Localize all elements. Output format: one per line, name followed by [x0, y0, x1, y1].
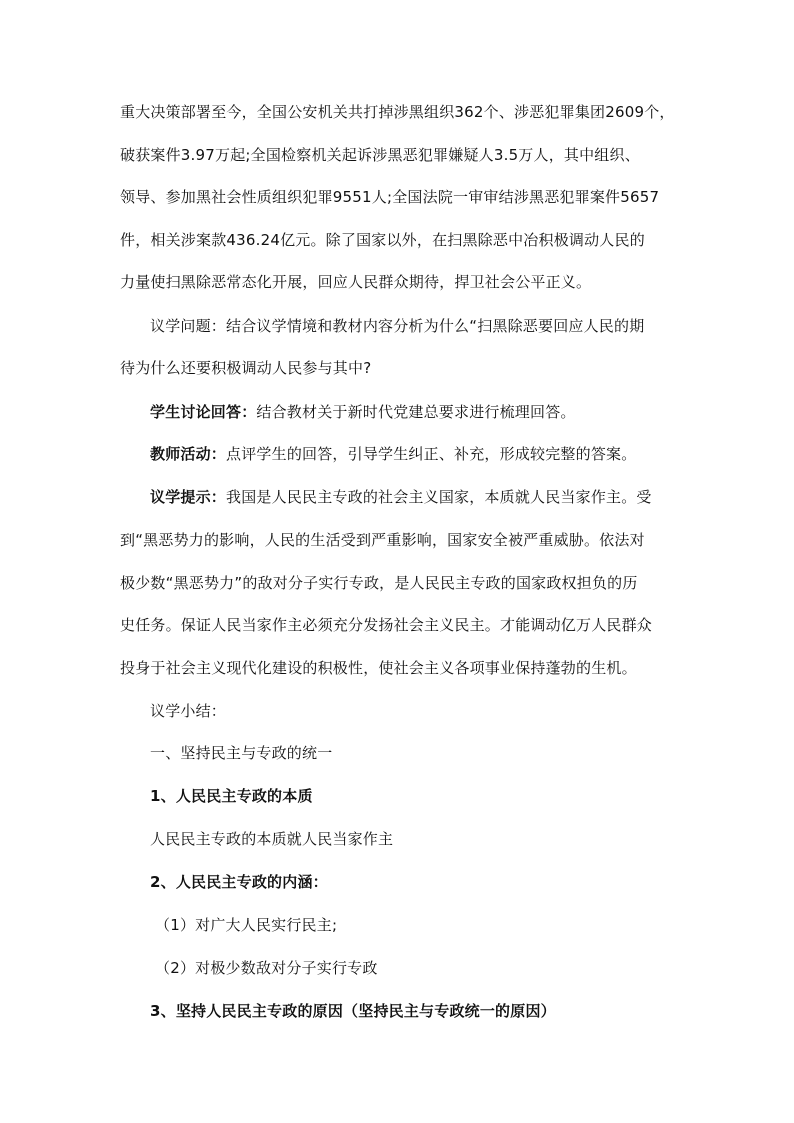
sub-item: （2）对极少数敌对分子实行专政: [155, 959, 378, 977]
question-label: 议学问题：: [150, 317, 227, 335]
hint-text-line: 史任务。保证人民当家作主必须充分发扬社会主义民主。才能调动亿万人民群众: [120, 616, 653, 634]
question-text-continued: 待为什么还要积极调动人民参与其中?: [120, 359, 372, 377]
body-text-line: 件，相关涉案款436.24亿元。除了国家以外，在扫黑除恶中冶积极调动人民的: [120, 231, 645, 249]
hint-text-line: 极少数“黑恶势力”的敌对分子实行专政，是人民民主专政的国家政权担负的历: [120, 574, 638, 592]
hint-text-line: 到“黑恶势力的影响，人民的生活受到严重影响，国家安全被严重威胁。依法对: [120, 531, 645, 549]
body-text-line: 领导、参加黑社会性质组织犯罪9551人;全国法院一审审结涉黑恶犯罪案件5657: [120, 188, 660, 206]
item-heading: 1、人民民主专政的本质: [150, 787, 313, 805]
sub-item: （1）对广大人民实行民主;: [155, 916, 338, 934]
question-text: 结合议学情境和教材内容分析为什么“扫黑除恶要回应人民的期: [226, 317, 645, 335]
item-heading: 2、人民民主专政的内涵：: [150, 873, 328, 891]
student-text: 结合教材关于新时代党建总要求进行梳理回答。: [256, 403, 576, 421]
question-line: [150, 316, 700, 336]
body-text-line: 破获案件3.97万起;全国检察机关起诉涉黑恶犯罪嫌疑人3.5万人，其中组织、: [120, 146, 640, 164]
summary-title: 议学小结：: [150, 702, 227, 720]
item-heading: 3、坚持人民民主专政的原因（坚持民主与专政统一的原因）: [150, 1002, 556, 1020]
item-text: 人民民主专政的本质就人民当家作主: [150, 830, 394, 848]
student-label: 学生讨论回答：: [150, 403, 257, 421]
teacher-label: 教师活动：: [150, 445, 227, 463]
hint-line: [150, 487, 700, 507]
hint-text-line: 投身于社会主义现代化建设的积极性，使社会主义各项事业保持蓬勃的生机。: [120, 659, 637, 677]
teacher-activity-line: [150, 444, 700, 464]
student-answer-line: [150, 402, 700, 422]
body-text-line: 力量使扫黑除恶常态化开展，回应人民群众期待，捍卫社会公平正义。: [120, 273, 592, 291]
body-text-line: 重大决策部署至今，全国公安机关共打掉涉黑组织362个、涉恶犯罪集团2609个，: [120, 103, 675, 121]
hint-text: 我国是人民民主专政的社会主义国家，本质就人民当家作主。受: [226, 488, 652, 506]
teacher-text: 点评学生的回答，引导学生纠正、补充，形成较完整的答案。: [226, 445, 637, 463]
hint-label: 议学提示：: [150, 488, 227, 506]
section-heading: 一、坚持民主与专政的统一: [150, 744, 333, 762]
